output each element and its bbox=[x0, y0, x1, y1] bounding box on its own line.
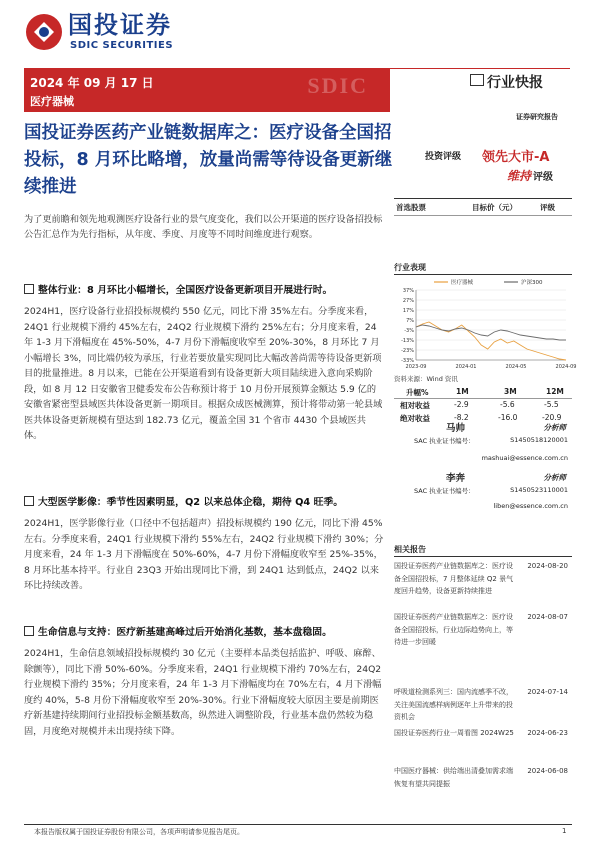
chart-series-line bbox=[416, 325, 566, 340]
related-item[interactable] bbox=[394, 560, 572, 598]
analyst-role: 分析师 bbox=[543, 473, 566, 482]
section-body: 2024H1，医疗设备行业招投标规模约 550 亿元，同比下滑 35%左右。分季度来看，24Q1 行业规模下滑约 45%左右，24Q2 行业规模下滑约 25%左右；分月度来看，24 年 1-3 月下滑幅度在 45%-50%，4-7 月份下滑幅度收窄至 20%-30%，8 月环比 7 月小幅增长 3%，同比端仍较为承压，行业若要放量实现同比大幅改善尚需等待设备更新项目的批量推进。8 月以来，已能在公开渠道看到有设备更新大项目陆续进入意向采购阶段，如 8 月 12 日安徽省卫健委发布公告称预计将于 10 月份开展预算金额达 5.9 亿的安徽省紧密型县域医共体设备更新一期项目。根据众成医械测算，预计将带动第一轮县域医共体设备更新规模有望达到 182.73 亿元，覆盖全国 31 个省市 4430 个县域医共体。 bbox=[24, 306, 383, 441]
chart-series-line bbox=[416, 322, 566, 360]
chart-x-tick: 2024-05 bbox=[505, 364, 527, 370]
related-item-date: 2024-06-23 bbox=[527, 729, 568, 737]
header-rule bbox=[390, 68, 570, 69]
analyst-card bbox=[394, 470, 572, 532]
section-overall bbox=[24, 283, 384, 444]
section-life-support bbox=[24, 625, 384, 739]
rating-box bbox=[425, 146, 575, 186]
chart-x-tick: 2024-01 bbox=[455, 364, 477, 370]
chart-x-tick: 2023-09 bbox=[405, 364, 427, 370]
brand-name-cn: 国投证券 bbox=[68, 11, 172, 39]
table-header-cell: 12M bbox=[546, 387, 564, 396]
table-cell: -2.9 bbox=[454, 400, 469, 409]
report-type: 行业快报 bbox=[487, 75, 543, 91]
section-body: 2024H1，医学影像行业（口径中不包括超声）招投标规模约 190 亿元，同比下滑 45%左右。分季度来看，24Q1 行业规模下滑约 55%左右，24Q2 行业规模下滑约 30%；分月度来看，24 年 1-3 月下滑幅度在 50%-60%，4-7 月份下滑幅度收窄至 25%-35%，8 月环比基本持平。行业自 23Q3 开始出现同比下滑，到 24Q1 达到低点，24Q2 以来环比持续改善。 bbox=[24, 518, 384, 591]
table-header-cell: 升幅% bbox=[406, 388, 429, 397]
brand-logo bbox=[24, 10, 194, 56]
chart-y-tick: -13% bbox=[401, 338, 414, 344]
chart-y-tick: -33% bbox=[401, 358, 414, 364]
section-heading: 整体行业：8 月环比小幅增长，全国医疗设备更新项目开展进行时。 bbox=[24, 283, 384, 298]
table-header-cell: 1M bbox=[456, 387, 469, 396]
stock-col-rating: 评级 bbox=[540, 203, 555, 212]
rating-label: 投资评级 bbox=[425, 152, 462, 162]
analyst-cert-no: S1450518120001 bbox=[510, 436, 568, 444]
analyst-cert-label: SAC 执业证书编号： bbox=[414, 487, 475, 495]
performance-rule bbox=[394, 274, 572, 275]
stock-col-target: 目标价（元） bbox=[472, 203, 517, 212]
analyst-email[interactable]: liben@essence.com.cn bbox=[493, 502, 568, 510]
rating-value: 领先大市-A bbox=[482, 150, 550, 165]
chart-y-tick: 17% bbox=[402, 308, 414, 314]
analyst-cert-no: S1450523110001 bbox=[510, 486, 568, 494]
chart-y-tick: -23% bbox=[401, 348, 414, 354]
section-heading: 大型医学影像：季节性因素明显，Q2 以来总体企稳，期待 Q4 旺季。 bbox=[24, 495, 384, 510]
related-item-title: 国投证券医药产业链数据库之：医疗设备全国招投标，行业边际趋势向上，等待进一步回暖 bbox=[394, 613, 513, 646]
analyst-role: 分析师 bbox=[543, 423, 566, 432]
rating-suffix: 评级 bbox=[533, 172, 553, 183]
related-item[interactable] bbox=[394, 765, 572, 790]
chart-legend-label: 医疗器械 bbox=[451, 280, 474, 286]
chart-source: 资料来源：Wind 资讯 bbox=[394, 375, 458, 383]
performance-chart bbox=[394, 276, 577, 372]
related-item-date: 2024-07-14 bbox=[527, 688, 568, 696]
related-item[interactable] bbox=[394, 727, 572, 740]
related-item-title: 呼吸道检测系列三：国内流感季不改，关注美国流感样病例逐年上升带来的投资机会 bbox=[394, 688, 513, 721]
table-header-row bbox=[394, 386, 572, 399]
section-heading: 生命信息与支持：医疗新基建高峰过后开始消化基数，基本盘稳固。 bbox=[24, 625, 384, 640]
table-cell: -5.6 bbox=[500, 400, 515, 409]
rating-maintain: 维持 bbox=[507, 169, 532, 183]
analyst-email[interactable]: mashuai@essence.com.cn bbox=[481, 454, 568, 462]
row-label: 绝对收益 bbox=[400, 414, 430, 423]
chart-trend-icon bbox=[470, 74, 484, 86]
table-row bbox=[394, 399, 572, 412]
chart-y-tick: -3% bbox=[404, 328, 414, 334]
intro-paragraph: 为了更前瞻和领先地观测医疗设备行业的景气度变化，我们以公开渠道的医疗设备招投标公告汇总作为先行指标，从年度、季度、月度等不同时间维度进行观察。 bbox=[24, 214, 383, 240]
performance-title: 行业表现 bbox=[394, 263, 426, 272]
table-cell: -5.5 bbox=[544, 400, 559, 409]
analyst-name: 李奔 bbox=[446, 473, 466, 484]
related-rule bbox=[394, 556, 572, 557]
analyst-name: 马帅 bbox=[446, 423, 466, 434]
row-label: 相对收益 bbox=[400, 401, 430, 410]
research-label: 证券研究报告 bbox=[516, 113, 558, 121]
related-title: 相关报告 bbox=[394, 545, 426, 554]
analyst-cert-label: SAC 执业证书编号： bbox=[414, 437, 475, 445]
table-header-cell: 3M bbox=[504, 387, 517, 396]
banner-watermark: SDIC bbox=[307, 73, 368, 98]
report-title: 国投证券医药产业链数据库之：医疗设备全国招投标，8 月环比略增，放量尚需等待设备更新继续推进 bbox=[24, 123, 393, 197]
table-cell: -20.9 bbox=[542, 413, 562, 422]
related-item-date: 2024-08-20 bbox=[527, 562, 568, 570]
related-item-title: 国投证券医药行业一周看图 2024W25 bbox=[394, 729, 514, 737]
stock-table-header bbox=[394, 198, 572, 216]
related-item-title: 中国医疗器械：供给端出清叠加需求端恢复有望共同提振 bbox=[394, 767, 513, 788]
chart-y-tick: 37% bbox=[402, 288, 414, 294]
related-item[interactable] bbox=[394, 686, 572, 724]
footer-disclaimer: 本报告版权属于国投证券股份有限公司，各项声明请参见报告尾页。 bbox=[34, 828, 244, 836]
logo-mark-icon bbox=[24, 12, 64, 52]
report-sector: 医疗器械 bbox=[30, 95, 74, 108]
section-imaging bbox=[24, 495, 384, 594]
footer-rule bbox=[24, 824, 572, 825]
related-item-date: 2024-08-07 bbox=[527, 613, 568, 621]
related-item[interactable] bbox=[394, 611, 572, 649]
chart-legend-label: 沪深300 bbox=[521, 280, 543, 286]
brand-name-en: SDIC SECURITIES bbox=[70, 40, 174, 51]
report-date: 2024 年 09 月 17 日 bbox=[30, 76, 154, 90]
related-item-date: 2024-06-08 bbox=[527, 767, 568, 775]
table-cell: -16.0 bbox=[498, 413, 518, 422]
table-cell: -8.2 bbox=[454, 413, 469, 422]
chart-y-tick: 27% bbox=[402, 298, 414, 304]
chart-y-tick: 7% bbox=[406, 318, 414, 324]
stock-col-name: 首选股票 bbox=[396, 203, 426, 212]
related-item-title: 国投证券医药产业链数据库之：医疗设备全国招投标，7 月整体延续 Q2 景气度回升趋势，设备更新持续推进 bbox=[394, 562, 514, 595]
chart-x-tick: 2024-09 bbox=[555, 364, 577, 370]
page-number: 1 bbox=[562, 827, 567, 835]
section-body: 2024H1，生命信息领域招投标规模约 30 亿元（主要样本品类包括监护、呼吸、麻醉、除颤等），同比下滑 50%-60%。分季度来看，24Q1 行业规模下滑约 70%左右，24Q2 行业规模下滑约 35%；分月度来看，24 年 1-3 月下滑幅度均在 70%左右，4 月下滑幅度约 40%，5-8 月份下滑幅度收窄至 20%-30%。行业下滑幅度较大原因主要是前期医疗新基建持续期间行业招投标金额基数高，纵然进入调整阶段，行业基本盘仍然较为稳固，月度绝对规模并未出现持续下降。 bbox=[24, 648, 382, 737]
header-banner bbox=[24, 68, 390, 112]
